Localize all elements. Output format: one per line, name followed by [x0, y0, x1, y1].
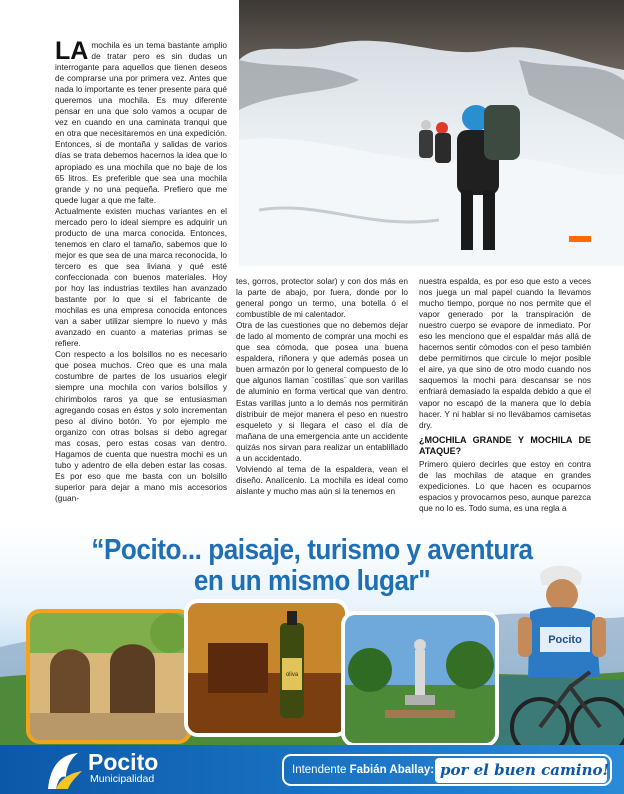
article-paragraph: tes, gorros, protector solar) y con dos más en la parte de abajo, por fuera, donde por lo general pongo un termo, una botella ó el combustible de mi calentador.	[236, 276, 408, 320]
tourism-advertisement	[0, 527, 624, 794]
pocito-logo-icon	[40, 749, 84, 791]
mountaineers-photo	[239, 0, 624, 266]
article-subheading: ¿MOCHILA GRANDE Y MOCHILA DE ATAQUE?	[419, 434, 591, 456]
article-paragraph: Volviendo al tema de la espaldera, vean el diseño. Analícenlo. La mochila es ideal como aislante y mucho mas aún si la tenemos en	[236, 463, 408, 496]
article-column-2	[236, 276, 408, 497]
drop-cap: LA	[55, 37, 89, 65]
pocito-logo-subtitle: Municipalidad	[90, 773, 155, 785]
article-column-1	[55, 37, 227, 504]
article-paragraph: Primero quiero decirles que estoy en contra de las mochilas de ataque en grandes expediciones. Lo que hacen es ocuparnos espacios y provocarnos peso, aunque parezca que no lo es. Todo suma, es una regla a	[419, 458, 591, 513]
article-paragraph: mochila es un tema bastante amplio de tratar pero es sin dudas un interrogante para aquellos que tienen deseos de comprarse una por primera vez. Antes que nada lo importante es tener presente para qué queremos una mochila. Es muy diferente pensar en una que solo vamos a ocupar de vez en cuando en una caminata tranqui que en otra que necesitaremos en una expedición. Entonces, si de montaña y salidas de varios días se trata debemos hacernos la idea que lo apropiado es una mochila que no baje de los 65 litros. Es preferible que sea una mochila grande y no una pequeña. Prefiero que me quede lugar a que me falte.	[55, 40, 227, 205]
bottle-label: oliva	[285, 672, 299, 678]
slogan-text: por el buen camino!	[440, 761, 610, 779]
cyclist-photo	[500, 557, 624, 757]
article-paragraph: Otra de las cuestiones que no debemos dejar de lado al momento de comprar una mochi es que sea cómoda, que posea una buena espaldera, riñonera y que además posea un buen armazón por lo general compuesto de lo que algunos llaman ¨costillas¨ que son varillas de aluminio en forma vertical que van dentro. Estas varillas junto a lo demás nos permitirán distribuir de mejor manera el peso en nuestro esqueleto y si llegara el caso el día de mañana de una emergencia ante un accidente quizás nos sirvan para realizar un entablillado a un accidentado.	[236, 320, 408, 463]
plaza-statue-photo	[341, 611, 499, 747]
ad-headline-line-1: “Pocito... paisaje, turismo y aventura	[91, 534, 533, 566]
intendente-name: Fabián Aballay:	[349, 764, 435, 776]
olive-oil-photo	[184, 599, 349, 737]
jersey-text: Pocito	[548, 634, 582, 646]
pocito-logo-name: Pocito	[88, 749, 159, 775]
intendente-label: Intendente	[292, 764, 347, 776]
article-paragraph: Con respecto a los bolsillos no es necesario que posea muchos. Creo que es una mala costumbre de partes de los usuarios elegir siempre una mochila con varios bolsillos y chirimbolos raros ya que se entusiasman agregando cosas en éstos y solo incrementan peso al divino botón. Yo por ejemplo me organizo con otras bolsas si debo agregar mas cosas, pero estas cosas van dentro. Hagamos de cuenta que nuestra mochi es un tubo y adentro de ella deben estar las cosas. Es por eso que me basta con un bolsillo superior para dejar a mano mis accesorios (guan-	[55, 349, 227, 503]
intendente-credit	[292, 764, 434, 776]
article-column-3	[419, 276, 591, 514]
article-paragraph: Actualmente existen muchas variantes en el mercado pero lo ideal siempre es adquirir un producto de una marca conocida. Entonces, tenemos en claro el tamaño, sabemos que lo mejor es que sea de una marca reconocida, lo tercero es que sea liviana y qué esté confeccionada con buenos materiales. Hoy por hoy las industrias textiles han avanzado bastante por lo que si el fabricante de mochilas es una empresa conocida entonces van a saber utilizar siempre lo nuevo y más avanzado en cuanto a materias primas se refiere.	[55, 205, 227, 349]
ad-headline-line-2: en un mismo lugar"	[193, 565, 431, 597]
article-paragraph: nuestra espalda, es por eso que esto a veces nos juega un mal papel cuando la llevamos mucho tiempo, porque no nos permite que el vapor generado por la transpiración de nuestro cuerpo se evapore de inmediato. Por eso les menciono que el espaldar más allá de hacernos sentir cómodos con el peso también debe permitirnos que circule lo mejor posible el aire, ya que sino de otro modo cuando nos saquemos la mochi para descansar se nos enfriará demasiado la espalda debido a que el vapor no escapó de la manera que lo debía hacer. Y ni hablar si no llevábamos camisetas dry.	[419, 276, 591, 430]
arch-corridor-photo	[26, 609, 192, 744]
